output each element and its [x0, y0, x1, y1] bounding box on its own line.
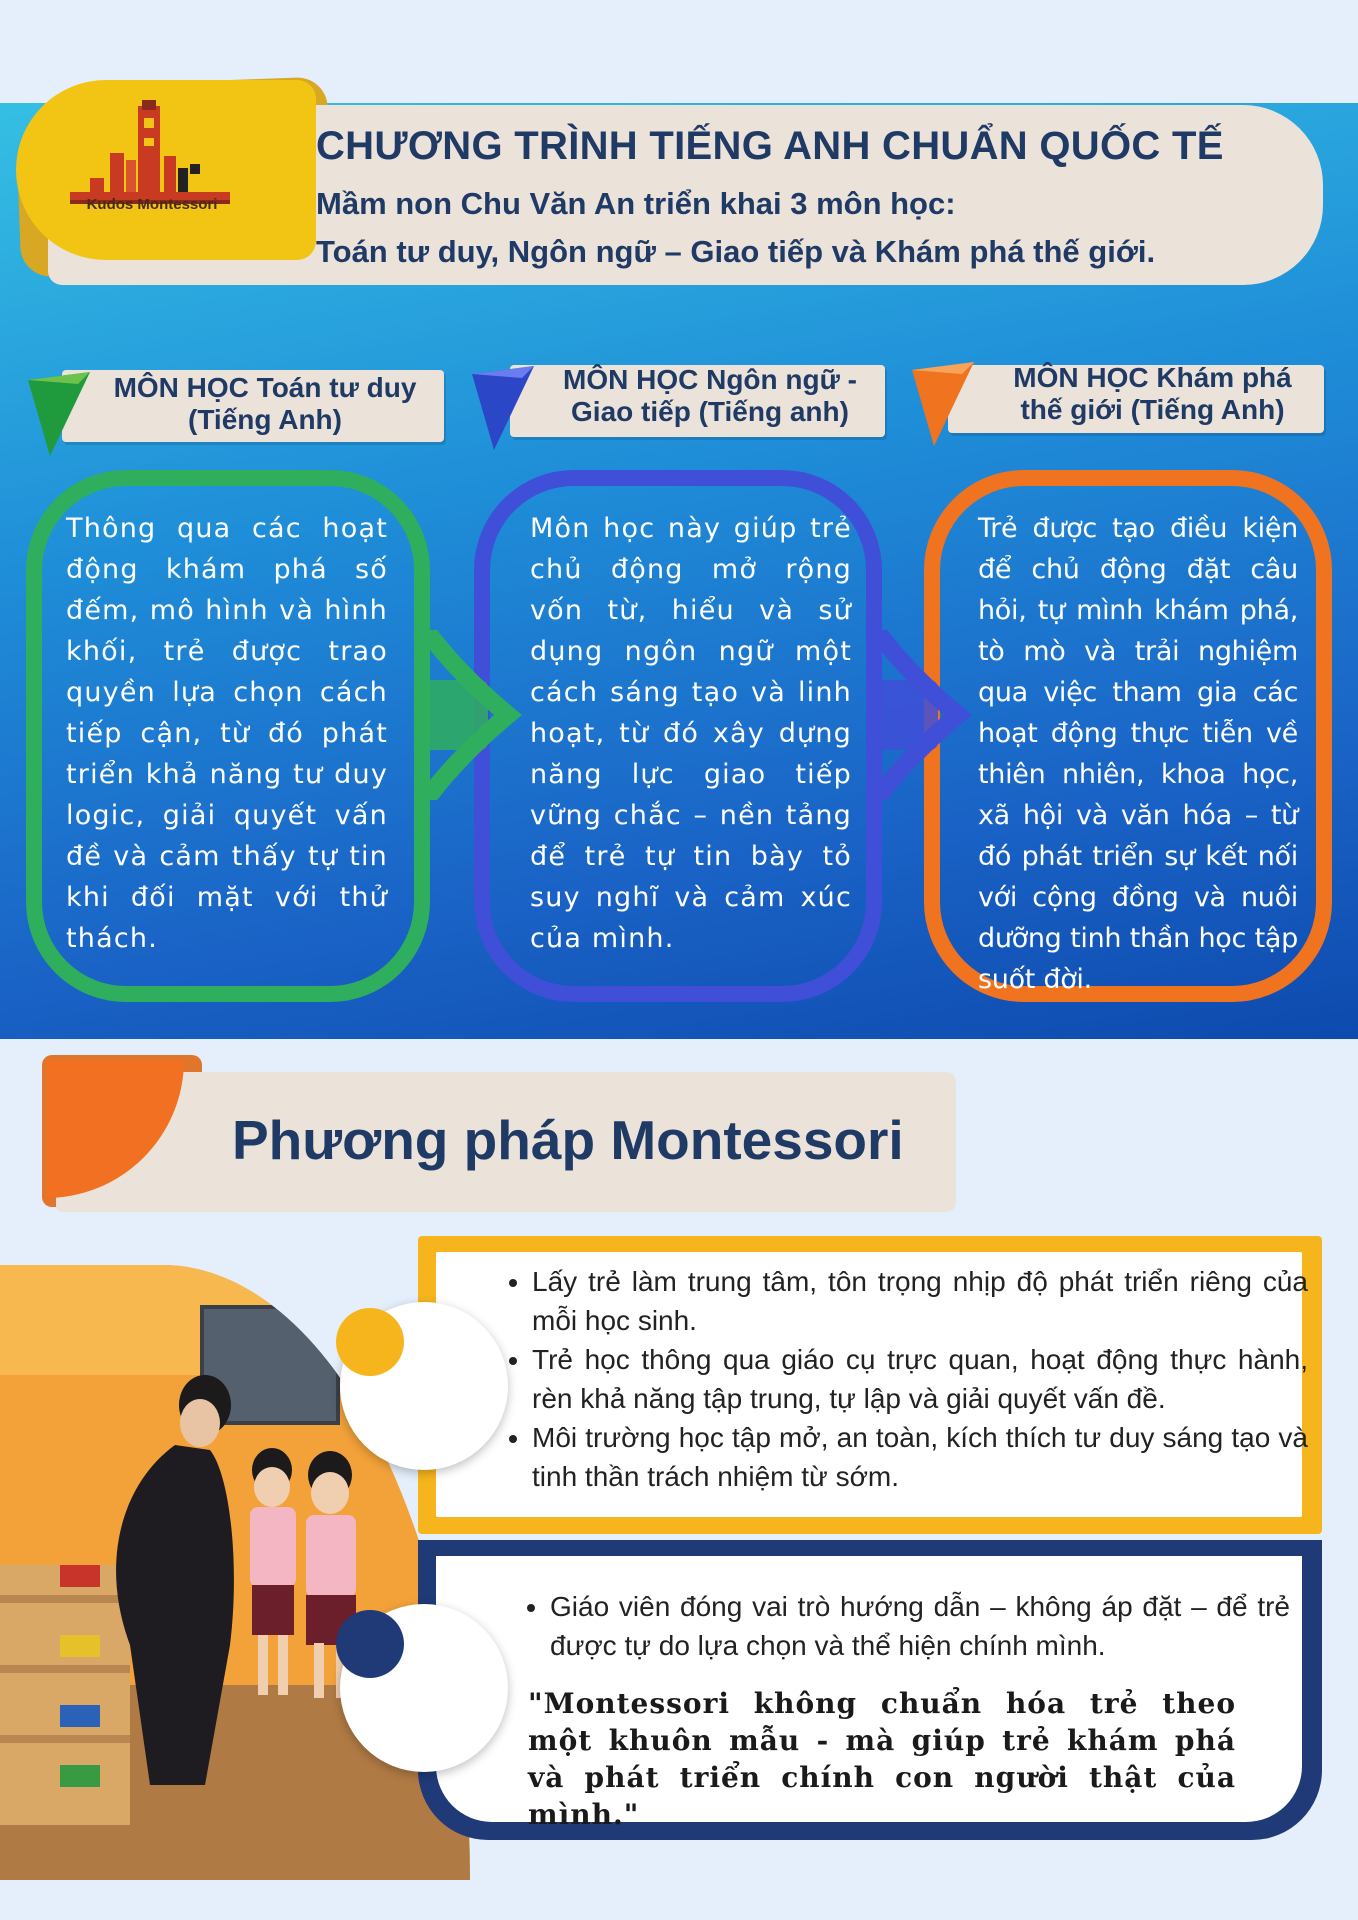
- subject-2-description: Môn học này giúp trẻ chủ động mở rộng vốn từ, hiểu và sử dụng ngôn ngữ một cách sáng tạo và linh hoạt, từ đó xây dựng năng lực giao tiếp vững chắc – nền tảng để trẻ tự tin bày tỏ suy nghĩ và cảm xúc của mình.: [530, 513, 852, 954]
- teacher-role-list: [520, 1587, 1290, 1665]
- pennant-flag-icon: [472, 366, 536, 450]
- header-subtitle: [316, 180, 1316, 276]
- subject-3-title-line2: thế giới (Tiếng Anh): [1020, 394, 1285, 425]
- pennant-flag-icon: [28, 372, 92, 456]
- list-item: • Trẻ học thông qua giáo cụ trực quan, hoạt động thực hành, rèn khả năng tập trung, tự lập và giải quyết vấn đề.: [532, 1340, 1308, 1418]
- subject-2-title: [530, 364, 890, 428]
- list-item: • Lấy trẻ làm trung tâm, tôn trọng nhịp độ phát triển riêng của mỗi học sinh.: [532, 1262, 1308, 1340]
- navy-dot: [336, 1610, 404, 1678]
- list-item: • Giáo viên đóng vai trò hướng dẫn – không áp đặt – để trẻ được tự do lựa chọn và thể hiện chính mình.: [550, 1587, 1290, 1665]
- subject-3-title-line1: MÔN HỌC Khám phá: [1013, 362, 1292, 393]
- tower-logo-icon: [70, 98, 230, 208]
- subject-1-title-line2: (Tiếng Anh): [188, 404, 342, 435]
- chevron-arrow-icon: [868, 630, 978, 800]
- subject-1-description: Thông qua các hoạt động khám phá số đếm, mô hình và hình khối, trẻ được trao quyền lựa chọn cách tiếp cận, từ đó phát triển khả năng tư duy logic, giải quyết vấn đề và cảm thấy tự tin khi đối mặt với thử thách.: [66, 513, 388, 954]
- subject-1-title-line1: MÔN HỌC Toán tư duy: [113, 372, 417, 403]
- pennant-flag-icon: [912, 362, 976, 446]
- list-item: • Môi trường học tập mở, an toàn, kích thích tư duy sáng tạo và tinh thần trách nhiệm từ sớm.: [532, 1418, 1308, 1496]
- logo-text: Kudos Montessori: [86, 196, 218, 213]
- yellow-dot: [336, 1308, 404, 1376]
- subject-3-description: Trẻ được tạo điều kiện để chủ động đặt câu hỏi, tự mình khám phá, tò mò và trải nghiệm qua việc tham gia các hoạt động thực tiễn về thiên nhiên, khoa học, xã hội và văn hóa – từ đó phát triển sự kết nối với cộng đồng và nuôi dưỡng tinh thần học tập suốt đời.: [978, 513, 1298, 995]
- subject-1-title: [90, 372, 440, 436]
- montessori-title: Phương pháp Montessori: [232, 1109, 904, 1171]
- subject-3-title: [975, 362, 1330, 426]
- subject-2-title-line2: Giao tiếp (Tiếng anh): [571, 396, 849, 427]
- chevron-arrow-icon: [418, 630, 528, 800]
- header-subtitle-line2: Toán tư duy, Ngôn ngữ – Giao tiếp và Khám phá thế giới.: [316, 234, 1156, 269]
- montessori-quote: "Montessori không chuẩn hóa trẻ theo một khuôn mẫu - mà giúp trẻ khám phá và phát triển chính con người thật của mình.": [528, 1687, 1236, 1831]
- subject-2-title-line1: MÔN HỌC Ngôn ngữ -: [563, 364, 857, 395]
- header-title: CHƯƠNG TRÌNH TIẾNG ANH CHUẨN QUỐC TẾ: [316, 124, 1224, 168]
- header-subtitle-line1: Mầm non Chu Văn An triển khai 3 môn học:: [316, 186, 956, 221]
- principles-list: [502, 1262, 1308, 1496]
